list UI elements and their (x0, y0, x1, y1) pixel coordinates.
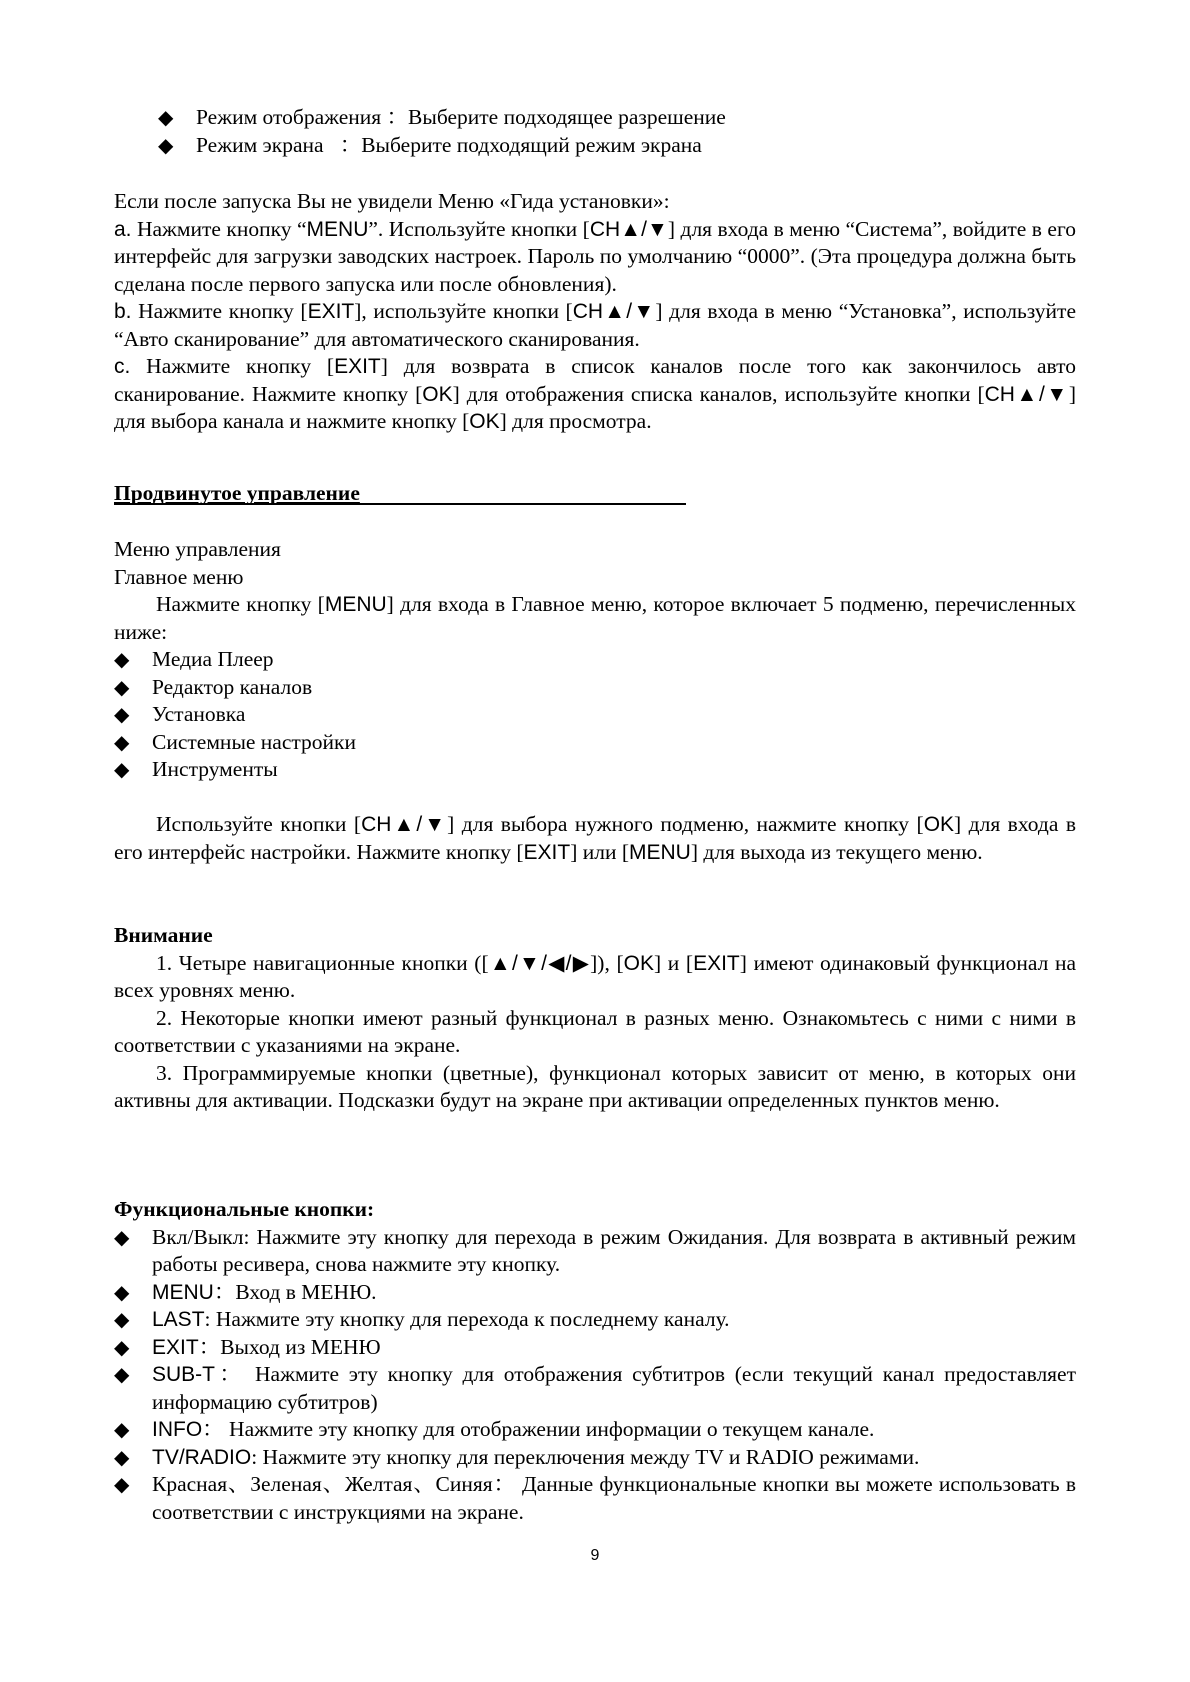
key-description: ：Выход из МЕНЮ (198, 1334, 381, 1359)
key-description: Вкл/Выкл: Нажмите эту кнопку для перехода в режим Ожидания. Для возврата в активный режим работы ресивера, снова нажмите эту кнопку. (152, 1224, 1076, 1276)
key-name: SUB-T (152, 1363, 215, 1386)
diamond-bullet-icon: ◆ (114, 702, 130, 726)
attention-note-3: 3. Программируемые кнопки (цветные), функционал которых зависит от меню, в которых они активны для активации. Подсказки будут на экране при активации определенных пунктов меню. (114, 1060, 1076, 1112)
key-name: INFO (152, 1418, 203, 1441)
list-item: ◆ Режим отображения ：Выберите подходящее разрешение (158, 104, 958, 132)
attention-note-2: 2. Некоторые кнопки имеют разный функционал в разных меню. Ознакомьтесь с ними с ними в соответствии с указаниями на экране. (114, 1005, 1076, 1057)
diamond-bullet-icon: ◆ (158, 132, 174, 157)
function-key-item (114, 1444, 1076, 1472)
key-description: ： Нажмите эту кнопку для отображении информации о текущем канале. (202, 1417, 875, 1441)
main-menu-label: Главное меню (114, 564, 244, 589)
attention-note-1: 1. Четыре навигационные кнопки ([▲/▼/◀/▶]), [OK] и [EXIT] имеют одинаковый функционал на всех уровнях меню. (114, 950, 1077, 1002)
function-key-item (114, 1471, 1076, 1526)
menu-control-label: Меню управления (114, 537, 281, 561)
function-keys-heading: Функциональные кнопки: (114, 1197, 375, 1221)
page-number: 9 (590, 1547, 600, 1564)
diamond-bullet-icon: ◆ (114, 1224, 130, 1249)
submenu-item: ◆ Редактор каналов (114, 674, 1076, 702)
submenu-item: ◆ Медиа Плеер (114, 646, 1076, 674)
advanced-control-section (114, 536, 1076, 866)
key-name: LAST (152, 1308, 205, 1331)
display-settings-list (158, 104, 958, 159)
key-description: Красная、Зеленая、Желтая、Синяя： Данные функциональные кнопки вы можете использовать в соответствии с инструкциями на экране. (152, 1472, 1076, 1524)
function-key-item (114, 1416, 1076, 1444)
function-key-item (114, 1361, 1076, 1416)
key-name: EXIT (152, 1335, 199, 1359)
diamond-bullet-icon: ◆ (114, 1279, 130, 1304)
function-key-item (114, 1306, 1076, 1334)
function-key-list (114, 1224, 1076, 1527)
diamond-bullet-icon: ◆ (114, 1417, 130, 1441)
diamond-bullet-icon: ◆ (158, 105, 174, 129)
key-description: ： Нажмите эту кнопку для отображения субтитров (если текущий канал предоставляет информацию субтитров) (152, 1362, 1076, 1414)
diamond-bullet-icon: ◆ (114, 674, 130, 699)
setup-step-c: c. Нажмите кнопку [EXIT] для возврата в список каналов после того как закончилось авто сканирование. Нажмите кнопку [OK] для отображения списка каналов, используйте кнопки [CH▲/▼] для выбора канала и нажмите кнопку [OK] для просмотра. (114, 354, 1076, 433)
attention-section (114, 922, 1076, 1115)
setup-step-a: a. Нажмите кнопку “MENU”. Используйте кнопки [CH▲/▼] для входа в меню “Система”, войдите в его интерфейс для загрузки заводских настроек. Пароль по умолчанию “0000”. (Эта процедура должна быть сделана после первого запуска или после обновления). (114, 216, 1076, 296)
key-name: TV/RADIO (152, 1445, 252, 1469)
section-heading-advanced: Продвинутое управление (114, 481, 360, 505)
diamond-bullet-icon: ◆ (114, 1472, 130, 1496)
setup-step-b: b. Нажмите кнопку [EXIT], используйте кнопки [CH▲/▼] для входа в меню “Установка”, используйте “Авто сканирование” для автоматического сканирования. (114, 299, 1076, 351)
key-description: : Нажмите эту кнопку для переключения между TV и RADIO режимами. (251, 1444, 920, 1469)
main-menu-paragraph: Нажмите кнопку [MENU] для входа в Главное меню, которое включает 5 подменю, перечисленных ниже: (114, 592, 1076, 644)
heading-underline (114, 503, 686, 505)
setup-instructions (114, 188, 1076, 436)
submenu-item: ◆ Системные настройки (114, 729, 1076, 757)
diamond-bullet-icon: ◆ (114, 729, 130, 754)
diamond-bullet-icon: ◆ (114, 1334, 130, 1359)
submenu-list (114, 646, 1076, 784)
key-description: : Нажмите эту кнопку для перехода к последнему каналу. (204, 1307, 730, 1331)
diamond-bullet-icon: ◆ (114, 647, 130, 671)
key-name: MENU (152, 1280, 214, 1304)
diamond-bullet-icon: ◆ (114, 757, 130, 781)
diamond-bullet-icon: ◆ (114, 1362, 130, 1386)
key-description: ：Вход в МЕНЮ. (213, 1279, 377, 1304)
attention-heading: Внимание (114, 923, 213, 947)
submenu-item: ◆ Установка (114, 701, 1076, 729)
function-key-item (114, 1279, 1076, 1307)
function-key-item (114, 1224, 1076, 1279)
function-keys-section (114, 1196, 1076, 1526)
diamond-bullet-icon: ◆ (114, 1444, 130, 1469)
navigation-paragraph: Используйте кнопки [CH▲/▼] для выбора нужного подменю, нажмите кнопку [OK] для входа в его интерфейс настройки. Нажмите кнопку [EXIT] или [MENU] для выхода из текущего меню. (114, 812, 1076, 864)
list-item: ◆ Режим экрана ：Выберите подходящий режим экрана (158, 132, 958, 160)
submenu-item: ◆ Инструменты (114, 756, 1076, 784)
function-key-item (114, 1334, 1076, 1362)
setup-intro: Если после запуска Вы не увидели Меню «Гида установки»: (114, 189, 670, 213)
diamond-bullet-icon: ◆ (114, 1307, 130, 1331)
